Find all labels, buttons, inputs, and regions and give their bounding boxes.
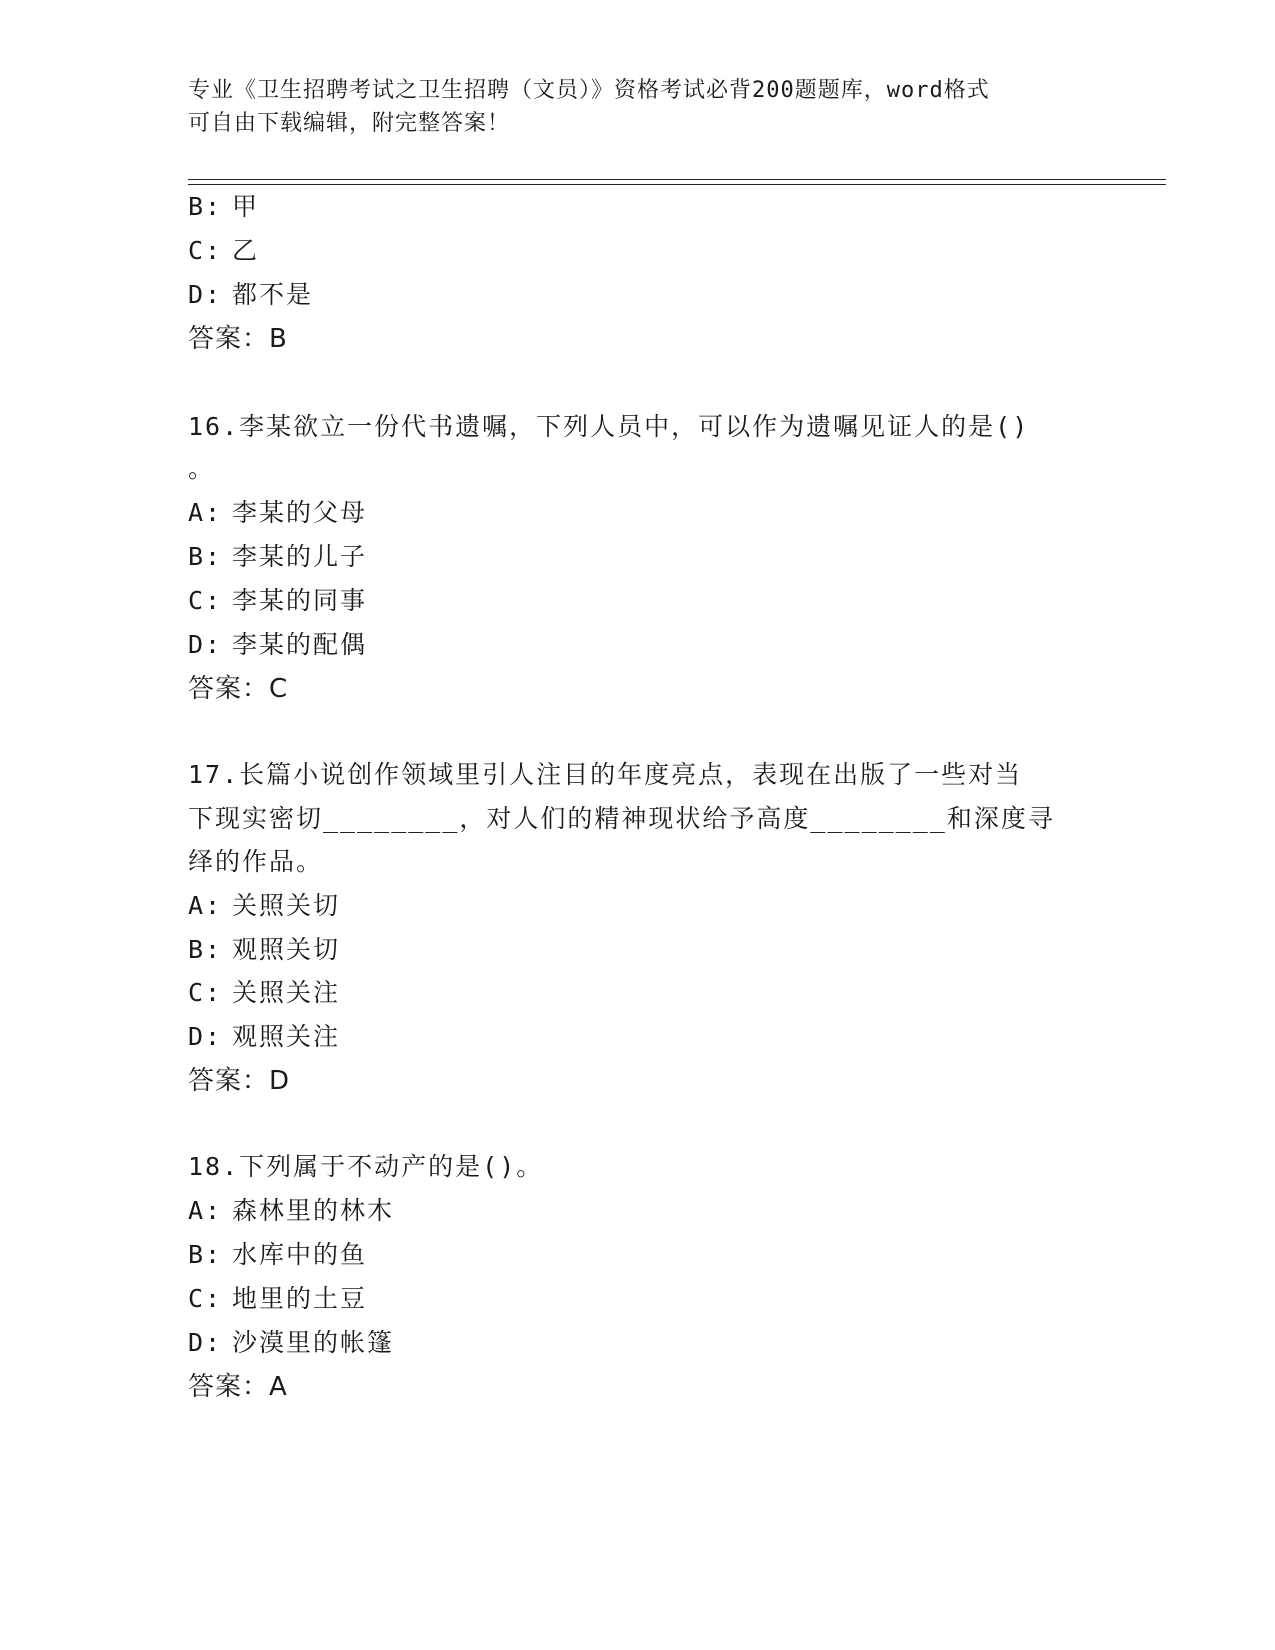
option-text: 沙漠里的帐篷: [232, 1328, 395, 1357]
option-label: C:: [188, 586, 223, 615]
option-d: [188, 1326, 394, 1360]
option-text: 李某的配偶: [232, 630, 368, 659]
option-text: 李某的父母: [232, 498, 368, 527]
option-text: 关照关切: [232, 891, 341, 920]
option-c: [188, 584, 367, 618]
option-b: [188, 190, 259, 224]
option-label: B:: [188, 192, 223, 221]
option-d: [188, 278, 313, 312]
question-18-stem: 18.下列属于不动产的是()。: [188, 1152, 544, 1181]
option-text: 水库中的鱼: [232, 1240, 368, 1269]
option-label: C:: [188, 236, 223, 265]
question-16-stem-cont: 。: [188, 454, 216, 483]
option-label: B:: [188, 1240, 223, 1269]
option-text: 关照关注: [232, 978, 341, 1007]
header-rule-top: [188, 179, 1166, 180]
option-label: A:: [188, 1196, 223, 1225]
question-17-stem-cont: 绎的作品。: [188, 847, 324, 876]
header-line-1: 专业《卫生招聘考试之卫生招聘（文员）》资格考试必背200题题库，word格式: [188, 78, 990, 103]
option-text: 李某的同事: [232, 586, 368, 615]
option-label: A:: [188, 891, 223, 920]
option-a: [188, 889, 340, 923]
option-label: D:: [188, 280, 223, 309]
option-c: [188, 1282, 367, 1316]
option-c: [188, 976, 340, 1010]
option-text: 观照关切: [232, 935, 341, 964]
option-a: [188, 1194, 394, 1228]
answer-line: 答案：B: [188, 324, 288, 354]
option-a: [188, 496, 367, 530]
option-b: [188, 540, 367, 574]
question-17-stem: 17.长篇小说创作领域里引人注目的年度亮点，表现在出版了一些对当: [188, 760, 1023, 789]
option-d: [188, 628, 367, 662]
option-text: 甲: [232, 192, 260, 221]
option-text: 观照关注: [232, 1022, 341, 1051]
answer-line: 答案：D: [188, 1066, 291, 1096]
option-text: 地里的土豆: [232, 1284, 368, 1313]
option-c: [188, 234, 259, 268]
option-text: 森林里的林木: [232, 1196, 395, 1225]
answer-line: 答案：C: [188, 674, 289, 704]
option-text: 都不是: [232, 280, 314, 309]
option-b: [188, 1238, 367, 1272]
option-label: A:: [188, 498, 223, 527]
option-b: [188, 933, 340, 967]
header-rule-bottom: [188, 184, 1166, 185]
option-text: 李某的儿子: [232, 542, 368, 571]
answer-line: 答案：A: [188, 1372, 288, 1402]
option-label: C:: [188, 978, 223, 1007]
option-label: D:: [188, 1328, 223, 1357]
option-d: [188, 1020, 340, 1054]
question-17-stem-cont: 下现实密切________，对人们的精神现状给予高度________和深度寻: [188, 804, 1055, 833]
header-line-2: 可自由下载编辑，附完整答案！: [188, 111, 511, 136]
option-label: C:: [188, 1284, 223, 1313]
option-label: D:: [188, 1022, 223, 1051]
document-header: [188, 74, 1068, 140]
option-label: D:: [188, 630, 223, 659]
option-text: 乙: [232, 236, 260, 265]
question-16-stem: 16.李某欲立一份代书遗嘱，下列人员中，可以作为遗嘱见证人的是(): [188, 412, 1030, 441]
option-label: B:: [188, 542, 223, 571]
option-label: B:: [188, 935, 223, 964]
